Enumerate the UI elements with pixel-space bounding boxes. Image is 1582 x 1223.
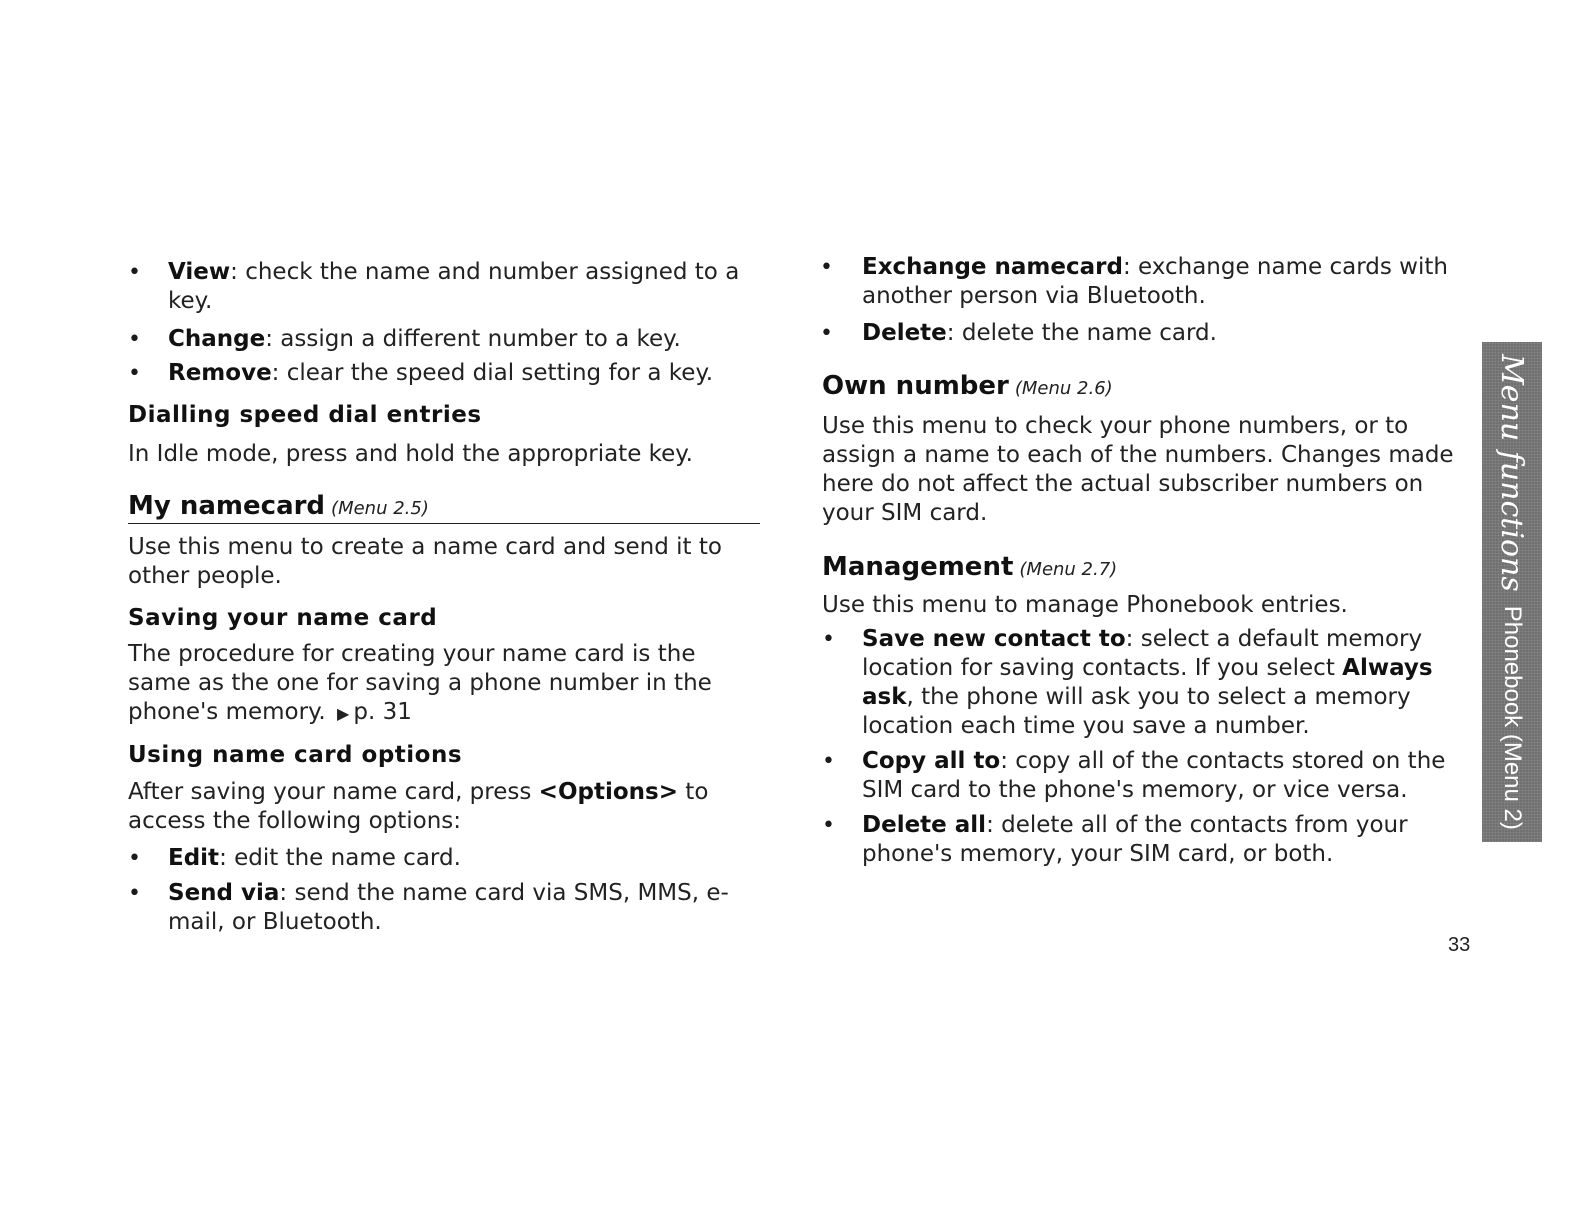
list-item-save-new-contact: [822, 625, 1454, 741]
bullet-dot: •: [128, 327, 141, 352]
options-key: <Options>: [538, 779, 678, 805]
section-title: Own number: [822, 371, 1009, 401]
bullet-dot: •: [128, 846, 141, 871]
options-heading: Using name card options: [128, 742, 463, 768]
description: , the phone will ask you to select a memory location each time you save a number.: [862, 684, 1411, 739]
menu-ref: (Menu 2.6): [1014, 378, 1113, 399]
namecard-heading: [128, 490, 760, 525]
own-number-heading: [822, 370, 1454, 405]
term: Exchange namecard: [862, 254, 1123, 280]
description: : delete the name card.: [946, 320, 1217, 346]
term: Remove: [168, 360, 272, 386]
term: View: [168, 259, 231, 285]
management-heading: [822, 551, 1454, 586]
list-item-exchange: [822, 253, 1454, 311]
description: : edit the name card.: [219, 845, 461, 871]
bullet-dot: •: [822, 813, 835, 838]
term: Delete all: [862, 812, 987, 838]
description: : clear the speed dial setting for a key.: [271, 360, 714, 386]
term: Copy all to: [862, 748, 1001, 774]
text-part: After saving your name card, press: [128, 779, 539, 805]
bullet-dot: •: [820, 321, 833, 346]
list-item-view: [128, 258, 760, 316]
list-item-copy-all: [822, 747, 1454, 805]
text-part: to access the following options:: [128, 779, 709, 834]
heading-rule: [128, 523, 760, 524]
always-ask-option: Always ask: [862, 655, 1433, 710]
saving-heading: Saving your name card: [128, 605, 438, 631]
saving-text: [128, 640, 760, 728]
list-item-edit: [128, 844, 760, 873]
description: : exchange name cards with another person via Bluetooth.: [862, 254, 1448, 309]
section-tab: [1482, 342, 1542, 842]
saving-body: The procedure for creating your name card is the same as the one for saving a phone number in the phone's memory.: [128, 641, 712, 725]
list-item-send-via: [128, 879, 760, 937]
tab-subsection-name: Phonebook (Menu 2): [1499, 605, 1526, 830]
section-tab-label: [1482, 342, 1542, 842]
tab-section-name: Menu functions: [1494, 354, 1530, 592]
page-ref: p. 31: [353, 699, 412, 725]
description: : assign a different number to a key.: [265, 326, 681, 352]
dialling-text: In Idle mode, press and hold the appropriate key.: [128, 441, 693, 467]
menu-ref: (Menu 2.5): [331, 498, 429, 519]
list-item-remove: [128, 359, 760, 388]
description: : select a default memory location for saving contacts. If you select: [862, 626, 1423, 681]
bullet-dot: •: [128, 260, 141, 285]
own-number-text: Use this menu to check your phone numbers, or to assign a name to each of the numbers. Changes made here do not affect the actual subscriber numbers on your SIM card.: [822, 413, 1454, 526]
management-text: Use this menu to manage Phonebook entries.: [822, 592, 1348, 618]
term: Edit: [168, 845, 220, 871]
term: Change: [168, 326, 266, 352]
description: : copy all of the contacts stored on the SIM card to the phone's memory, or vice versa.: [862, 748, 1446, 803]
section-title: My namecard: [128, 491, 326, 521]
options-text: [128, 778, 760, 836]
description: : check the name and number assigned to a key.: [168, 259, 740, 314]
term: Send via: [168, 880, 280, 906]
bullet-dot: •: [128, 881, 141, 906]
term: Save new contact to: [862, 626, 1126, 652]
list-item-delete-all: [822, 811, 1454, 869]
description: : send the name card via SMS, MMS, e-mail, or Bluetooth.: [168, 880, 729, 935]
description: : delete all of the contacts from your phone's memory, your SIM card, or both.: [862, 812, 1408, 867]
arrow-right-icon: ▶: [337, 704, 350, 723]
dialling-heading: Dialling speed dial entries: [128, 402, 482, 428]
term: Delete: [862, 320, 947, 346]
list-item-delete: [822, 319, 1454, 348]
namecard-intro: Use this menu to create a name card and send it to other people.: [128, 534, 722, 589]
section-title: Management: [822, 552, 1014, 582]
menu-ref: (Menu 2.7): [1019, 559, 1118, 580]
bullet-dot: •: [822, 749, 835, 774]
bullet-dot: •: [822, 627, 835, 652]
bullet-dot: •: [128, 361, 141, 386]
page-number: 33: [1448, 934, 1471, 956]
list-item-change: [128, 325, 760, 354]
bullet-dot: •: [820, 255, 833, 280]
